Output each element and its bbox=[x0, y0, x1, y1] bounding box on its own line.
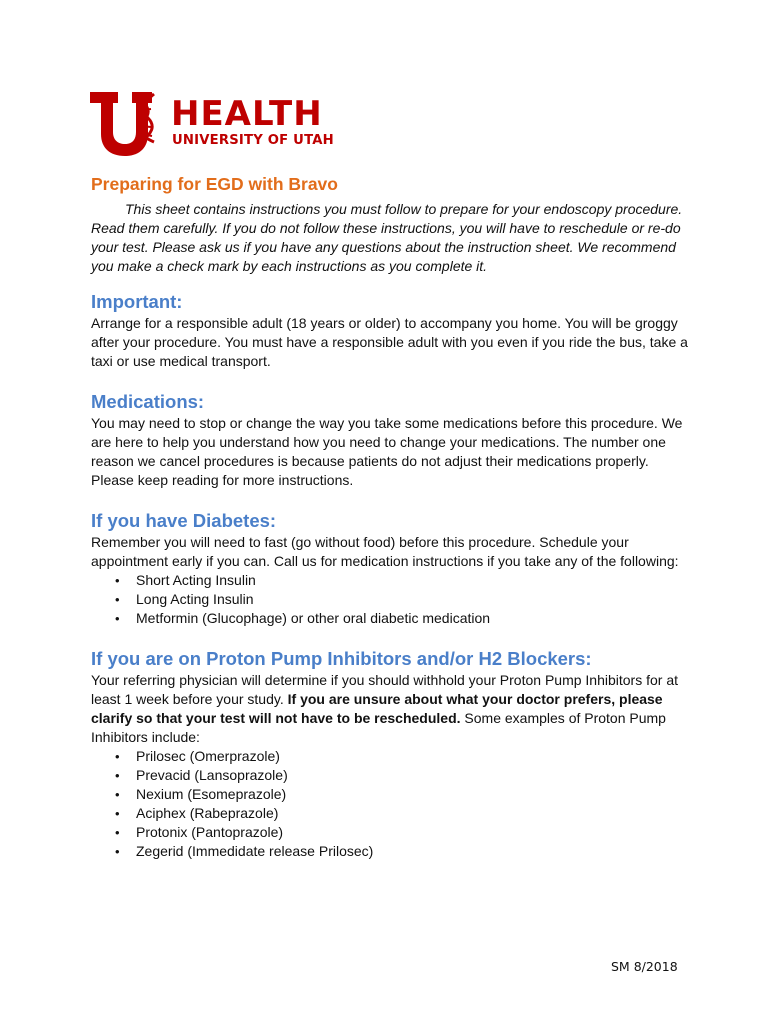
diabetes-section bbox=[91, 509, 691, 628]
ppi-list bbox=[91, 747, 691, 861]
medications-section bbox=[91, 390, 691, 490]
ppi-body bbox=[91, 671, 691, 747]
logo-health-text: HEALTH bbox=[171, 94, 323, 134]
list-item: • Prilosec (Omerprazole) bbox=[113, 747, 691, 766]
diabetes-medication-list bbox=[91, 571, 691, 628]
u-dna-logo-icon bbox=[88, 90, 166, 156]
footer-revision: SM 8/2018 bbox=[611, 959, 678, 974]
diabetes-body: Remember you will need to fast (go without food) before this procedure. Schedule your appointment early if you can. Call us for medication instructions if you take any of the following: bbox=[91, 534, 679, 569]
diabetes-heading: If you have Diabetes: bbox=[91, 510, 277, 531]
document-content bbox=[91, 172, 691, 861]
document-title: Preparing for EGD with Bravo bbox=[91, 174, 338, 194]
ppi-body-end: Some examples of Proton Pump Inhibitors include: bbox=[91, 710, 666, 745]
important-heading: Important: bbox=[91, 291, 183, 312]
medications-body: You may need to stop or change the way you take some medications before this procedure. We are here to help you understand how you need to change your medications. The number one reason we cancel procedures is because patients do not adjust their medications properly. Please keep reading for more instructions. bbox=[91, 415, 683, 488]
list-item: • Short Acting Insulin bbox=[113, 571, 691, 590]
ppi-body-start: Your referring physician will determine if you should withhold your Proton Pump Inhibitors for at least 1 week before your study. bbox=[91, 672, 679, 707]
list-item: • Long Acting Insulin bbox=[113, 590, 691, 609]
important-body: Arrange for a responsible adult (18 years or older) to accompany you home. You will be groggy after your procedure. You must have a responsible adult with you even if you ride the bus, take a taxi or use medical transport. bbox=[91, 315, 688, 369]
intro-paragraph: This sheet contains instructions you must follow to prepare for your endoscopy procedure. Read them carefully. If you do not follow these instructions, you will have to reschedule or re-do your test. Please ask us if you have any questions about the instruction sheet. We recommend you make a check mark by each instructions as you complete it. bbox=[91, 201, 683, 274]
list-item: • Prevacid (Lansoprazole) bbox=[113, 766, 691, 785]
ppi-heading: If you are on Proton Pump Inhibitors and/or H2 Blockers: bbox=[91, 648, 592, 669]
logo-university-text: UNIVERSITY OF UTAH bbox=[172, 133, 334, 148]
list-item: • Nexium (Esomeprazole) bbox=[113, 785, 691, 804]
ppi-section bbox=[91, 647, 691, 861]
medications-heading: Medications: bbox=[91, 391, 205, 412]
list-item: • Aciphex (Rabeprazole) bbox=[113, 804, 691, 823]
list-item: • Metformin (Glucophage) or other oral diabetic medication bbox=[113, 609, 691, 628]
university-of-utah-health-logo bbox=[88, 90, 338, 160]
ppi-body-bold: If you are unsure about what your doctor prefers, please clarify so that your test will not have to be rescheduled. bbox=[91, 691, 663, 726]
important-section bbox=[91, 290, 691, 371]
list-item: • Protonix (Pantoprazole) bbox=[113, 823, 691, 842]
list-item: • Zegerid (Immedidate release Prilosec) bbox=[113, 842, 691, 861]
